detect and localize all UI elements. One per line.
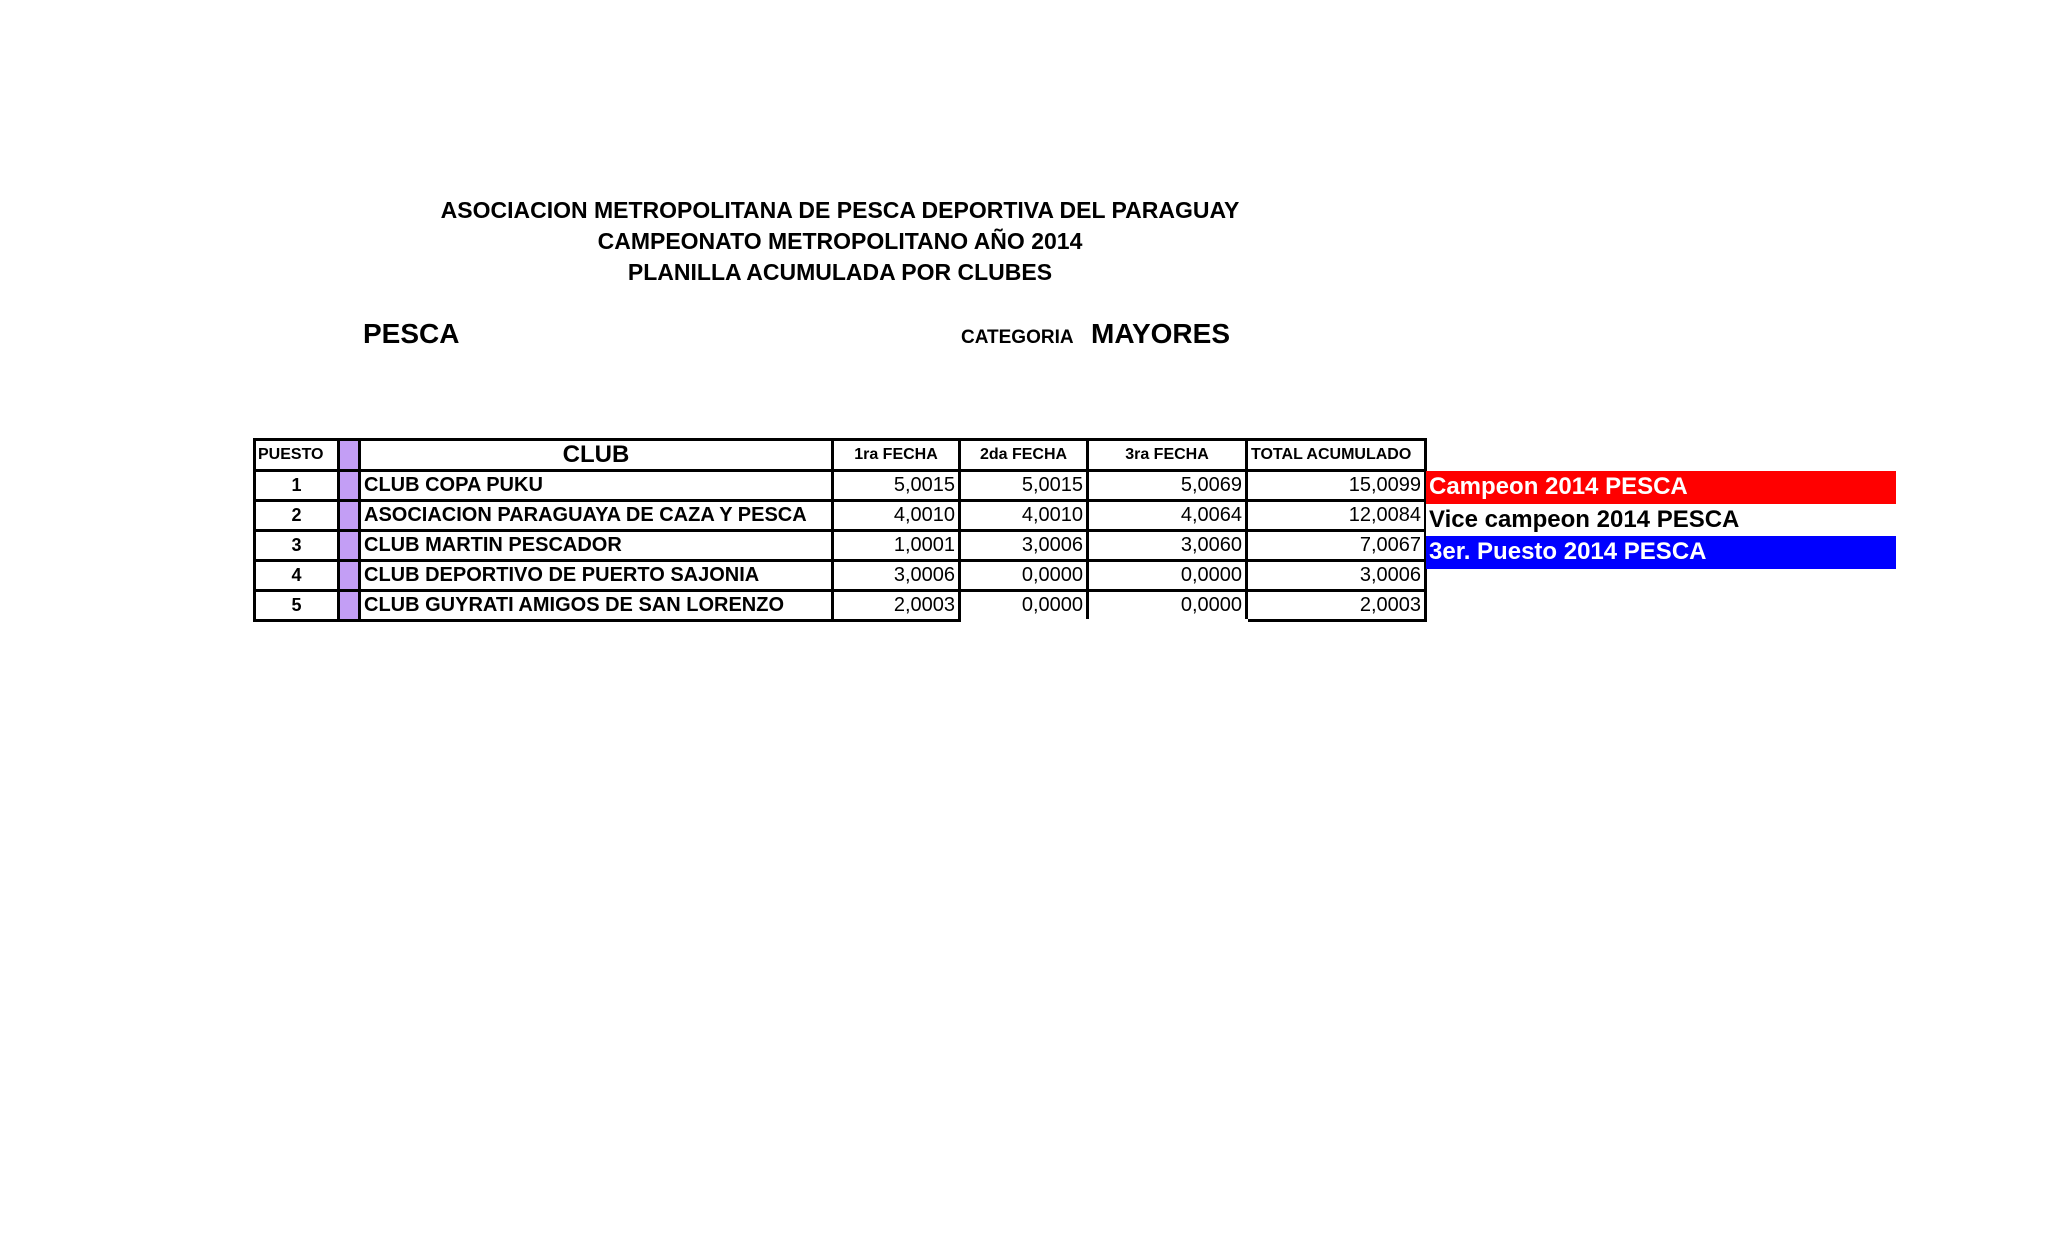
table-row <box>255 501 1426 531</box>
cell-club: CLUB GUYRATI AMIGOS DE SAN LORENZO <box>360 591 833 621</box>
cell-fecha2: 5,0015 <box>960 471 1088 501</box>
color-swatch <box>339 501 360 531</box>
cell-club: CLUB MARTIN PESCADOR <box>360 531 833 561</box>
title-line-3: PLANILLA ACUMULADA POR CLUBES <box>627 259 1053 285</box>
title-line-1: ASOCIACION METROPOLITANA DE PESCA DEPORTIVA DEL PARAGUAY <box>440 197 1240 223</box>
header-club: CLUB <box>360 440 833 471</box>
color-swatch <box>339 440 360 471</box>
document-title <box>360 195 1320 288</box>
cell-total: 3,0006 <box>1247 561 1426 591</box>
category-value: MAYORES <box>1091 318 1231 349</box>
cell-puesto: 5 <box>255 591 339 621</box>
table-header-row <box>255 440 1426 471</box>
cell-fecha1: 1,0001 <box>833 531 960 561</box>
cell-total: 7,0067 <box>1247 531 1426 561</box>
cell-fecha3: 0,0000 <box>1088 591 1247 621</box>
table-row <box>255 591 1426 621</box>
cell-puesto: 2 <box>255 501 339 531</box>
awards-list <box>1426 471 1896 569</box>
color-swatch <box>339 561 360 591</box>
cell-puesto: 4 <box>255 561 339 591</box>
category-label: CATEGORIA <box>961 327 1074 348</box>
cell-fecha2: 3,0006 <box>960 531 1088 561</box>
color-swatch <box>339 591 360 621</box>
cell-puesto: 3 <box>255 531 339 561</box>
cell-club: CLUB DEPORTIVO DE PUERTO SAJONIA <box>360 561 833 591</box>
color-swatch <box>339 531 360 561</box>
table-row <box>255 531 1426 561</box>
results-table <box>253 438 1427 622</box>
table-row <box>255 561 1426 591</box>
award-champion: Campeon 2014 PESCA <box>1426 471 1896 504</box>
header-total: TOTAL ACUMULADO <box>1247 440 1426 471</box>
color-swatch <box>339 471 360 501</box>
header-fecha2: 2da FECHA <box>960 440 1088 471</box>
cell-fecha2: 4,0010 <box>960 501 1088 531</box>
table-row <box>255 471 1426 501</box>
cell-fecha1: 5,0015 <box>833 471 960 501</box>
cell-fecha2: 0,0000 <box>960 561 1088 591</box>
cell-fecha1: 3,0006 <box>833 561 960 591</box>
cell-fecha3: 0,0000 <box>1088 561 1247 591</box>
title-line-2: CAMPEONATO METROPOLITANO AÑO 2014 <box>597 228 1083 254</box>
cell-total: 2,0003 <box>1247 591 1426 621</box>
header-fecha3: 3ra FECHA <box>1088 440 1247 471</box>
cell-puesto: 1 <box>255 471 339 501</box>
cell-fecha2: 0,0000 <box>960 591 1088 621</box>
header-puesto: PUESTO <box>255 440 339 471</box>
cell-total: 15,0099 <box>1247 471 1426 501</box>
cell-fecha3: 5,0069 <box>1088 471 1247 501</box>
discipline-label: PESCA <box>363 318 460 349</box>
cell-fecha3: 3,0060 <box>1088 531 1247 561</box>
cell-total: 12,0084 <box>1247 501 1426 531</box>
award-runner-up: Vice campeon 2014 PESCA <box>1426 504 1896 537</box>
cell-fecha1: 2,0003 <box>833 591 960 621</box>
cell-fecha3: 4,0064 <box>1088 501 1247 531</box>
cell-club: CLUB COPA PUKU <box>360 471 833 501</box>
header-fecha1: 1ra FECHA <box>833 440 960 471</box>
cell-fecha1: 4,0010 <box>833 501 960 531</box>
cell-club: ASOCIACION PARAGUAYA DE CAZA Y PESCA <box>360 501 833 531</box>
award-third-place: 3er. Puesto 2014 PESCA <box>1426 536 1896 569</box>
